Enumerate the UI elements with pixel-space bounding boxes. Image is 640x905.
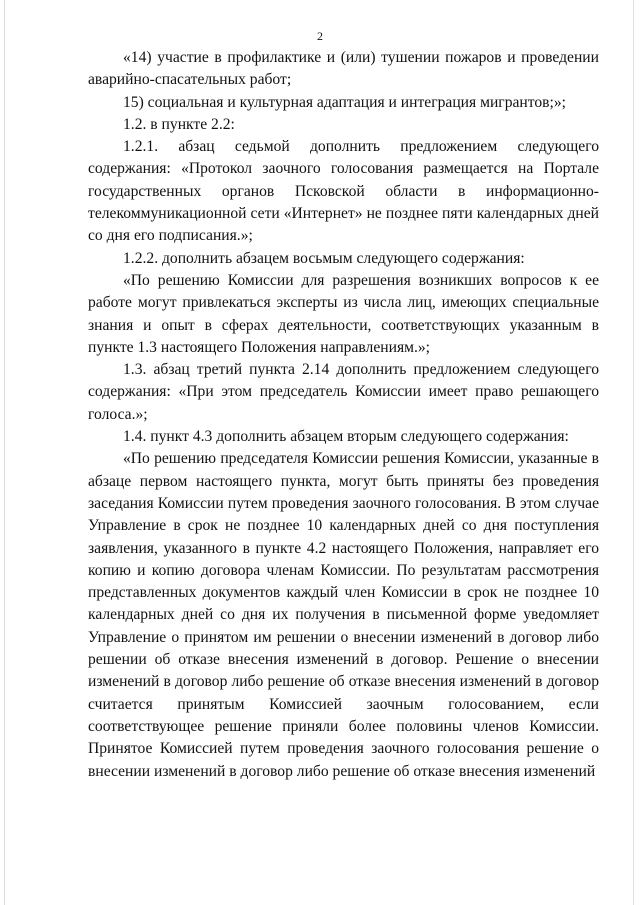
scan-edge-left [4,0,5,905]
paragraph-remote-voting: «По решению председателя Комиссии решения Комиссии, указанные в абзаце первом настоящего пункта, могут быть приняты без проведения заседания Комиссии путем проведения заочного голосования. В этом случае Управление в срок не позднее 10 календарных дней со дня поступления заявления, указанного в пункте 4.2 настоящего Положения, направляет его копию и копию договора членам Комиссии. По результатам рассмотрения представленных документов каждый член Комиссии в срок не позднее 10 календарных дней со дня их получения в письменной форме уведомляет Управление о принятом им решении о внесении изменений в договор либо решении об отказе внесения изменений в договор. Решение о внесении изменений в договор либо решение об отказе внесения изменений в договор считается принятым Комиссией заочным голосованием, если соответствующее решение приняли более половины членов Комиссии. Принятое Комиссией путем проведения заочного голосования решение о внесении изменений в договор либо решение об отказе внесения изменений [88,450,599,780]
paragraph-commission-experts: «По решению Комиссии для разрешения возникших вопросов к ее работе могут привлекаться эксперты из числа лиц, имеющих специальные знания и опыт в сферах деятельности, соответствующих указанным в пункте 1.3 настоящего Положения направлениям.»; [88,271,599,356]
paragraph-item-14: «14) участие в профилактике и (или) тушении пожаров и проведении аварийно-спасательных работ; [88,49,599,89]
paragraph-1-4: 1.4. пункт 4.3 дополнить абзацем вторым следующего содержания: [123,428,569,446]
document-body [88,47,599,783]
paragraph-1-3: 1.3. абзац третий пункта 2.14 дополнить предложением следующего содержания: «При этом председатель Комиссии имеет право решающего голоса.»; [88,361,599,423]
paragraph-1-2-2: 1.2.2. дополнить абзацем восьмым следующего содержания: [123,249,525,267]
paragraph-1-2: 1.2. в пункте 2.2: [123,115,235,133]
scan-edge-right [633,0,634,905]
paragraph-item-15: 15) социальная и культурная адаптация и интеграция мигрантов;»; [123,93,566,111]
page-number: 2 [317,29,323,43]
paragraph-1-2-1: 1.2.1. абзац седьмой дополнить предложением следующего содержания: «Протокол заочного голосования размещается на Портале государственных органов Псковской области в информационно-телекоммуникационной сети «Интернет» не позднее пяти календарных дней со дня его подписания.»; [88,138,599,245]
